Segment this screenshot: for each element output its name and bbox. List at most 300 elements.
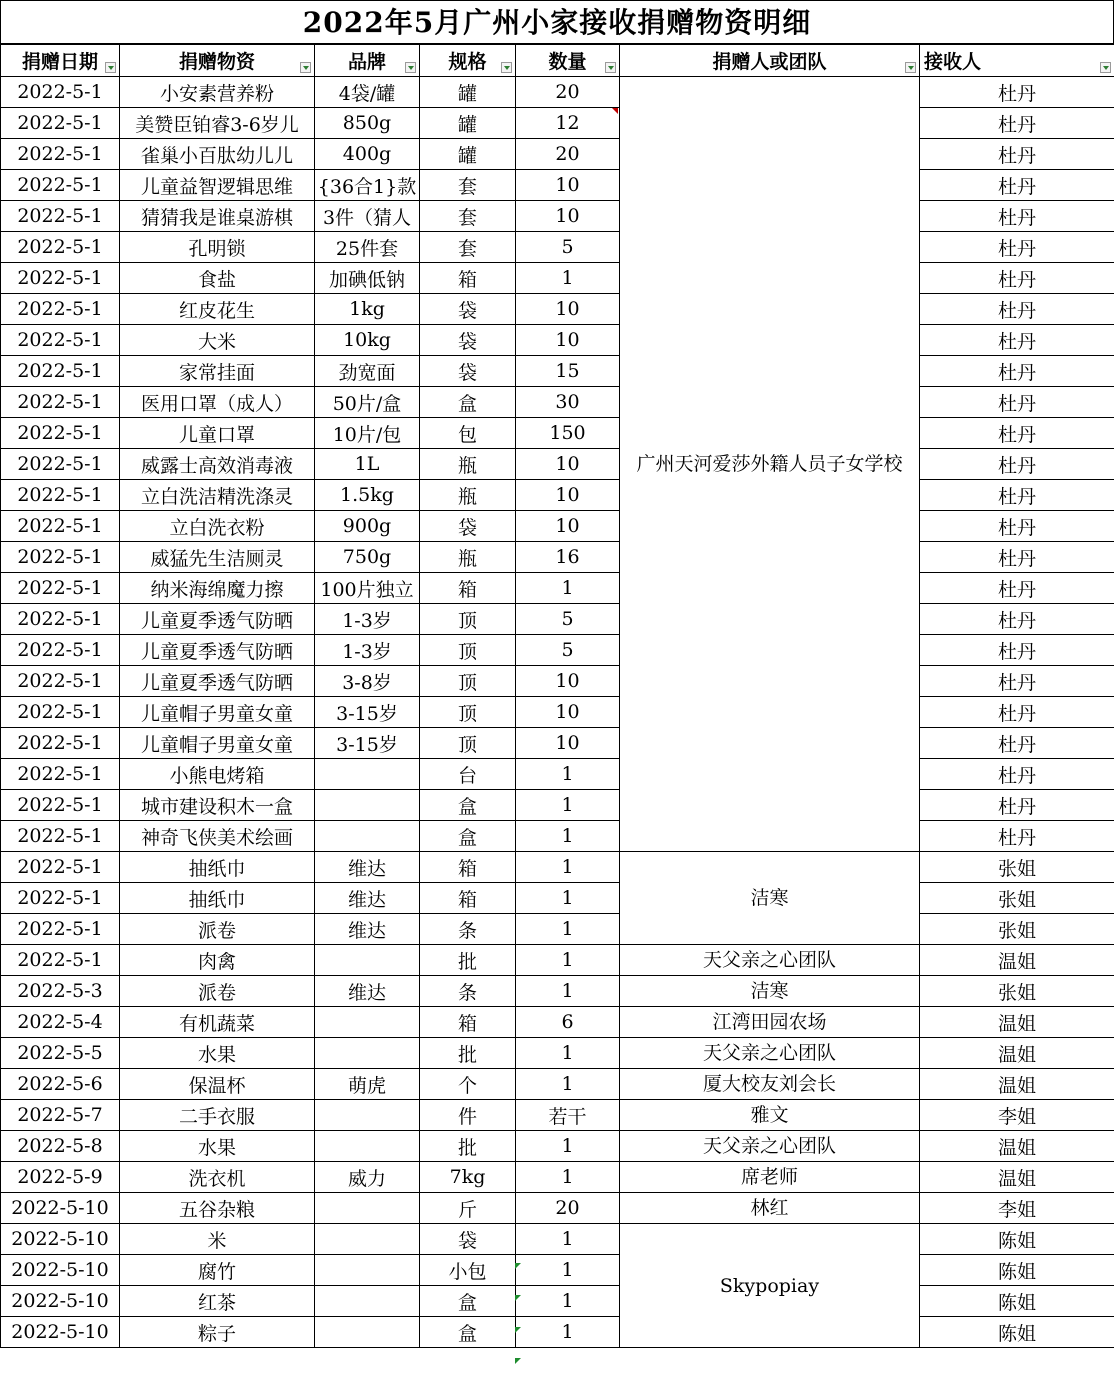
cell-quantity[interactable]: 1 [516, 1038, 620, 1069]
cell-receiver[interactable]: 杜丹 [920, 635, 1114, 666]
cell-brand[interactable]: 维达 [315, 883, 420, 914]
cell-quantity[interactable]: 1 [516, 852, 620, 883]
cell-spec[interactable]: 箱 [420, 573, 516, 604]
cell-quantity[interactable]: 10 [516, 294, 620, 325]
cell-receiver[interactable]: 杜丹 [920, 263, 1114, 294]
cell-item[interactable]: 有机蔬菜 [120, 1007, 315, 1038]
table-row [1, 697, 1114, 728]
cell-date[interactable]: 2022-5-1 [1, 449, 120, 480]
cell-brand[interactable]: 850g [315, 108, 420, 139]
cell-item[interactable]: 猜猜我是谁桌游棋 [120, 201, 315, 232]
cell-quantity[interactable]: 10 [516, 201, 620, 232]
table-row [1, 1224, 1114, 1255]
cell-date[interactable]: 2022-5-1 [1, 728, 120, 759]
cell-spec[interactable]: 盒 [420, 821, 516, 852]
cell-item[interactable]: 派卷 [120, 976, 315, 1007]
filter-dropdown-icon[interactable] [905, 62, 916, 73]
cell-date[interactable]: 2022-5-10 [1, 1255, 120, 1286]
cell-date[interactable]: 2022-5-8 [1, 1131, 120, 1162]
cell-receiver[interactable]: 张姐 [920, 914, 1114, 945]
cell-receiver[interactable]: 陈姐 [920, 1317, 1114, 1348]
cell-item[interactable]: 立白洗衣粉 [120, 511, 315, 542]
cell-date[interactable]: 2022-5-1 [1, 759, 120, 790]
cell-quantity[interactable]: 1 [516, 914, 620, 945]
cell-brand[interactable] [315, 1007, 420, 1038]
cell-spec[interactable]: 袋 [420, 511, 516, 542]
cell-donor[interactable]: 江湾田园农场 [620, 1007, 920, 1038]
filter-dropdown-icon[interactable] [501, 62, 512, 73]
cell-receiver[interactable]: 温姐 [920, 1038, 1114, 1069]
cell-receiver[interactable]: 温姐 [920, 1007, 1114, 1038]
cell-spec[interactable]: 袋 [420, 356, 516, 387]
cell-brand[interactable]: 750g [315, 542, 420, 573]
cell-brand[interactable]: 1L [315, 449, 420, 480]
header-label: 数量 [548, 51, 587, 73]
cell-donor[interactable]: 林红 [620, 1193, 920, 1224]
cell-quantity[interactable]: 10 [516, 511, 620, 542]
cell-receiver[interactable]: 杜丹 [920, 759, 1114, 790]
cell-item[interactable]: 医用口罩（成人） [120, 387, 315, 418]
cell-quantity[interactable]: 1 [516, 821, 620, 852]
cell-quantity[interactable]: 1 [516, 945, 620, 976]
cell-donor[interactable]: 席老师 [620, 1162, 920, 1193]
cell-brand[interactable]: 10片/包 [315, 418, 420, 449]
cell-spec[interactable]: 箱 [420, 263, 516, 294]
filter-dropdown-icon[interactable] [1100, 62, 1111, 73]
cell-receiver[interactable]: 杜丹 [920, 201, 1114, 232]
cell-quantity[interactable]: 1 [516, 759, 620, 790]
cell-brand[interactable]: 900g [315, 511, 420, 542]
cell-item[interactable]: 儿童口罩 [120, 418, 315, 449]
cell-quantity[interactable]: 1 [516, 1255, 620, 1286]
cell-date[interactable]: 2022-5-1 [1, 201, 120, 232]
cell-quantity[interactable]: 20 [516, 139, 620, 170]
cell-item[interactable]: 儿童夏季透气防晒 [120, 604, 315, 635]
cell-receiver[interactable]: 温姐 [920, 945, 1114, 976]
cell-spec[interactable]: 盒 [420, 790, 516, 821]
cell-date[interactable]: 2022-5-1 [1, 139, 120, 170]
cell-receiver[interactable]: 杜丹 [920, 232, 1114, 263]
cell-brand[interactable] [315, 1255, 420, 1286]
cell-item[interactable]: 大米 [120, 325, 315, 356]
header-brand[interactable] [315, 45, 420, 77]
header-label: 捐赠人或团队 [712, 51, 827, 73]
cell-quantity[interactable]: 10 [516, 449, 620, 480]
cell-receiver[interactable]: 温姐 [920, 1162, 1114, 1193]
table-row [1, 294, 1114, 325]
cell-quantity[interactable]: 1 [516, 1286, 620, 1317]
cell-date[interactable]: 2022-5-1 [1, 511, 120, 542]
cell-brand[interactable] [315, 1286, 420, 1317]
table-row [1, 1069, 1114, 1100]
cell-date[interactable]: 2022-5-1 [1, 542, 120, 573]
cell-brand[interactable] [315, 1193, 420, 1224]
cell-date[interactable]: 2022-5-9 [1, 1162, 120, 1193]
table-row [1, 1131, 1114, 1162]
header-item[interactable] [120, 45, 315, 77]
cell-spec[interactable]: 箱 [420, 883, 516, 914]
cell-item[interactable]: 派卷 [120, 914, 315, 945]
cell-item[interactable]: 小熊电烤箱 [120, 759, 315, 790]
cell-brand[interactable]: 劲宽面 [315, 356, 420, 387]
cell-date[interactable]: 2022-5-1 [1, 170, 120, 201]
cell-receiver[interactable]: 杜丹 [920, 573, 1114, 604]
comment-indicator-icon[interactable] [612, 108, 618, 114]
cell-receiver[interactable]: 杜丹 [920, 604, 1114, 635]
cell-donor[interactable]: 雅文 [620, 1100, 920, 1131]
cell-date[interactable]: 2022-5-1 [1, 914, 120, 945]
cell-quantity[interactable]: 10 [516, 170, 620, 201]
cell-brand[interactable]: 1-3岁 [315, 635, 420, 666]
cell-date[interactable]: 2022-5-1 [1, 697, 120, 728]
cell-quantity[interactable]: 10 [516, 480, 620, 511]
cell-brand[interactable] [315, 790, 420, 821]
cell-receiver[interactable]: 杜丹 [920, 139, 1114, 170]
cell-quantity[interactable]: 5 [516, 604, 620, 635]
cell-item[interactable]: 抽纸巾 [120, 852, 315, 883]
cell-spec[interactable]: 罐 [420, 77, 516, 108]
cell-item[interactable]: 家常挂面 [120, 356, 315, 387]
cell-brand[interactable]: 100片独立 [315, 573, 420, 604]
cell-item[interactable]: 红皮花生 [120, 294, 315, 325]
cell-spec[interactable]: 盒 [420, 387, 516, 418]
cell-spec[interactable]: 小包 [420, 1255, 516, 1286]
header-quantity[interactable] [516, 45, 620, 77]
cell-brand[interactable]: 4袋/罐 [315, 77, 420, 108]
header-spec[interactable] [420, 45, 516, 77]
cell-receiver[interactable]: 杜丹 [920, 790, 1114, 821]
cell-spec[interactable]: 袋 [420, 1224, 516, 1255]
cell-quantity[interactable]: 若干 [516, 1100, 620, 1131]
cell-spec[interactable]: 件 [420, 1100, 516, 1131]
cell-brand[interactable] [315, 759, 420, 790]
cell-receiver[interactable]: 杜丹 [920, 821, 1114, 852]
cell-brand[interactable]: 1-3岁 [315, 604, 420, 635]
cell-receiver[interactable]: 杜丹 [920, 449, 1114, 480]
cell-donor[interactable]: 天父亲之心团队 [620, 1131, 920, 1162]
cell-item[interactable]: 神奇飞侠美术绘画 [120, 821, 315, 852]
cell-date[interactable]: 2022-5-10 [1, 1224, 120, 1255]
table-row [1, 263, 1114, 294]
cell-item[interactable]: 食盐 [120, 263, 315, 294]
cell-item[interactable]: 抽纸巾 [120, 883, 315, 914]
cell-spec[interactable]: 批 [420, 945, 516, 976]
cell-item[interactable]: 纳米海绵魔力擦 [120, 573, 315, 604]
cell-spec[interactable]: 罐 [420, 108, 516, 139]
cell-brand[interactable]: 1kg [315, 294, 420, 325]
cell-spec[interactable]: 袋 [420, 325, 516, 356]
cell-date[interactable]: 2022-5-1 [1, 790, 120, 821]
cell-item[interactable]: 儿童帽子男童女童 [120, 728, 315, 759]
header-date[interactable] [1, 45, 120, 77]
cell-brand[interactable]: 萌虎 [315, 1069, 420, 1100]
cell-receiver[interactable]: 杜丹 [920, 542, 1114, 573]
cell-item[interactable]: 美赞臣铂睿3-6岁儿 [120, 108, 315, 139]
cell-quantity[interactable]: 6 [516, 1007, 620, 1038]
cell-receiver[interactable]: 温姐 [920, 1131, 1114, 1162]
cell-donor[interactable]: 洁寒 [620, 852, 920, 945]
cell-donor[interactable]: 广州天河爱莎外籍人员子女学校 [620, 77, 920, 852]
cell-date[interactable]: 2022-5-1 [1, 263, 120, 294]
cell-receiver[interactable]: 李姐 [920, 1193, 1114, 1224]
cell-donor[interactable]: 洁寒 [620, 976, 920, 1007]
cell-spec[interactable]: 顶 [420, 666, 516, 697]
cell-date[interactable]: 2022-5-1 [1, 418, 120, 449]
comment-indicator-icon[interactable] [515, 1327, 521, 1333]
cell-brand[interactable] [315, 1131, 420, 1162]
cell-quantity[interactable]: 1 [516, 1224, 620, 1255]
cell-quantity[interactable]: 1 [516, 1162, 620, 1193]
cell-quantity[interactable]: 16 [516, 542, 620, 573]
cell-date[interactable]: 2022-5-7 [1, 1100, 120, 1131]
cell-spec[interactable]: 盒 [420, 1317, 516, 1348]
cell-spec[interactable]: 罐 [420, 139, 516, 170]
cell-receiver[interactable]: 杜丹 [920, 480, 1114, 511]
cell-receiver[interactable]: 温姐 [920, 1069, 1114, 1100]
cell-brand[interactable] [315, 1100, 420, 1131]
cell-brand[interactable]: 维达 [315, 976, 420, 1007]
header-donor[interactable] [620, 45, 920, 77]
cell-spec[interactable]: 袋 [420, 294, 516, 325]
cell-donor[interactable]: Skypopiay [620, 1224, 920, 1348]
cell-donor[interactable]: 厦大校友刘会长 [620, 1069, 920, 1100]
cell-brand[interactable]: 3-15岁 [315, 697, 420, 728]
table-row [1, 77, 1114, 108]
filter-dropdown-icon[interactable] [105, 62, 116, 73]
cell-spec[interactable]: 顶 [420, 697, 516, 728]
cell-brand[interactable] [315, 945, 420, 976]
cell-date[interactable]: 2022-5-1 [1, 325, 120, 356]
cell-date[interactable]: 2022-5-1 [1, 294, 120, 325]
cell-quantity[interactable]: 20 [516, 77, 620, 108]
cell-item[interactable]: 水果 [120, 1131, 315, 1162]
cell-item[interactable]: 雀巢小百肽幼儿儿 [120, 139, 315, 170]
cell-spec[interactable]: 瓶 [420, 480, 516, 511]
cell-item[interactable]: 威露士高效消毒液 [120, 449, 315, 480]
cell-quantity[interactable]: 10 [516, 666, 620, 697]
cell-receiver[interactable]: 杜丹 [920, 170, 1114, 201]
filter-dropdown-icon[interactable] [605, 62, 616, 73]
cell-spec[interactable]: 箱 [420, 1007, 516, 1038]
cell-date[interactable]: 2022-5-1 [1, 573, 120, 604]
cell-date[interactable]: 2022-5-5 [1, 1038, 120, 1069]
cell-receiver[interactable]: 张姐 [920, 976, 1114, 1007]
filter-dropdown-icon[interactable] [300, 62, 311, 73]
cell-date[interactable]: 2022-5-10 [1, 1317, 120, 1348]
cell-receiver[interactable]: 陈姐 [920, 1224, 1114, 1255]
cell-date[interactable]: 2022-5-1 [1, 108, 120, 139]
cell-spec[interactable]: 斤 [420, 1193, 516, 1224]
cell-item[interactable]: 米 [120, 1224, 315, 1255]
cell-spec[interactable]: 条 [420, 914, 516, 945]
cell-quantity[interactable]: 1 [516, 1131, 620, 1162]
table-row [1, 1193, 1114, 1224]
cell-item[interactable]: 二手衣服 [120, 1100, 315, 1131]
table-row [1, 728, 1114, 759]
cell-receiver[interactable]: 杜丹 [920, 108, 1114, 139]
table-row [1, 1286, 1114, 1317]
cell-date[interactable]: 2022-5-1 [1, 604, 120, 635]
cell-quantity[interactable]: 5 [516, 232, 620, 263]
cell-date[interactable]: 2022-5-4 [1, 1007, 120, 1038]
table-row [1, 325, 1114, 356]
cell-donor[interactable]: 天父亲之心团队 [620, 945, 920, 976]
cell-quantity[interactable]: 1 [516, 573, 620, 604]
cell-brand[interactable]: 3件（猜人 [315, 201, 420, 232]
cell-quantity[interactable]: 12 [516, 108, 620, 139]
cell-quantity[interactable]: 20 [516, 1193, 620, 1224]
cell-item[interactable]: 儿童帽子男童女童 [120, 697, 315, 728]
cell-item[interactable]: 立白洗洁精洗涤灵 [120, 480, 315, 511]
cell-quantity[interactable]: 30 [516, 387, 620, 418]
cell-receiver[interactable]: 杜丹 [920, 511, 1114, 542]
cell-item[interactable]: 威猛先生洁厕灵 [120, 542, 315, 573]
cell-receiver[interactable]: 杜丹 [920, 356, 1114, 387]
cell-receiver[interactable]: 张姐 [920, 883, 1114, 914]
cell-item[interactable]: 水果 [120, 1038, 315, 1069]
cell-date[interactable]: 2022-5-1 [1, 232, 120, 263]
cell-quantity[interactable]: 10 [516, 697, 620, 728]
header-receiver[interactable] [920, 45, 1114, 77]
cell-date[interactable]: 2022-5-6 [1, 1069, 120, 1100]
cell-receiver[interactable]: 杜丹 [920, 697, 1114, 728]
cell-quantity[interactable]: 150 [516, 418, 620, 449]
cell-quantity[interactable]: 1 [516, 1317, 620, 1348]
cell-brand[interactable]: 50片/盒 [315, 387, 420, 418]
cell-brand[interactable]: 25件套 [315, 232, 420, 263]
cell-brand[interactable]: 1.5kg [315, 480, 420, 511]
cell-receiver[interactable]: 杜丹 [920, 666, 1114, 697]
cell-date[interactable]: 2022-5-1 [1, 635, 120, 666]
cell-brand[interactable]: 400g [315, 139, 420, 170]
cell-date[interactable]: 2022-5-1 [1, 821, 120, 852]
cell-spec[interactable]: 瓶 [420, 449, 516, 480]
cell-receiver[interactable]: 陈姐 [920, 1255, 1114, 1286]
cell-brand[interactable]: 维达 [315, 852, 420, 883]
comment-indicator-icon[interactable] [515, 1295, 521, 1301]
cell-spec[interactable]: 瓶 [420, 542, 516, 573]
cell-quantity[interactable]: 1 [516, 263, 620, 294]
cell-spec[interactable]: 包 [420, 418, 516, 449]
cell-brand[interactable]: 威力 [315, 1162, 420, 1193]
cell-spec[interactable]: 盒 [420, 1286, 516, 1317]
header-row [1, 45, 1114, 77]
cell-brand[interactable]: 3-15岁 [315, 728, 420, 759]
cell-item[interactable]: 五谷杂粮 [120, 1193, 315, 1224]
cell-brand[interactable]: 加碘低钠 [315, 263, 420, 294]
cell-item[interactable]: 肉禽 [120, 945, 315, 976]
cell-spec[interactable]: 顶 [420, 604, 516, 635]
cell-date[interactable]: 2022-5-10 [1, 1193, 120, 1224]
cell-quantity[interactable]: 5 [516, 635, 620, 666]
cell-receiver[interactable]: 杜丹 [920, 418, 1114, 449]
cell-spec[interactable]: 台 [420, 759, 516, 790]
cell-item[interactable]: 儿童夏季透气防晒 [120, 635, 315, 666]
cell-date[interactable]: 2022-5-1 [1, 666, 120, 697]
cell-item[interactable]: 红茶 [120, 1286, 315, 1317]
table-row [1, 1255, 1114, 1286]
cell-receiver[interactable]: 杜丹 [920, 294, 1114, 325]
comment-indicator-icon[interactable] [515, 1263, 521, 1269]
cell-quantity[interactable]: 10 [516, 728, 620, 759]
cell-brand[interactable]: 维达 [315, 914, 420, 945]
cell-date[interactable]: 2022-5-1 [1, 77, 120, 108]
cell-item[interactable]: 小安素营养粉 [120, 77, 315, 108]
sheet-title: 2022年5月广州小家接收捐赠物资明细 [0, 0, 1114, 44]
cell-item[interactable]: 保温杯 [120, 1069, 315, 1100]
cell-date[interactable]: 2022-5-1 [1, 883, 120, 914]
cell-date[interactable]: 2022-5-3 [1, 976, 120, 1007]
cell-spec[interactable]: 7kg [420, 1162, 516, 1193]
cell-receiver[interactable]: 陈姐 [920, 1286, 1114, 1317]
cell-quantity[interactable]: 1 [516, 883, 620, 914]
cell-quantity[interactable]: 1 [516, 1069, 620, 1100]
cell-item[interactable]: 腐竹 [120, 1255, 315, 1286]
cell-spec[interactable]: 套 [420, 201, 516, 232]
cell-quantity[interactable]: 15 [516, 356, 620, 387]
table-row [1, 790, 1114, 821]
cell-brand[interactable] [315, 821, 420, 852]
table-row [1, 511, 1114, 542]
comment-indicator-icon[interactable] [515, 1358, 521, 1364]
table-row [1, 542, 1114, 573]
table-row [1, 852, 1114, 883]
cell-spec[interactable]: 箱 [420, 852, 516, 883]
cell-spec[interactable]: 批 [420, 1038, 516, 1069]
cell-item[interactable]: 儿童夏季透气防晒 [120, 666, 315, 697]
cell-brand[interactable] [315, 1317, 420, 1348]
cell-spec[interactable]: 套 [420, 232, 516, 263]
cell-spec[interactable]: 个 [420, 1069, 516, 1100]
cell-spec[interactable]: 批 [420, 1131, 516, 1162]
cell-brand[interactable]: 10kg [315, 325, 420, 356]
cell-date[interactable]: 2022-5-1 [1, 480, 120, 511]
cell-item[interactable]: 孔明锁 [120, 232, 315, 263]
cell-brand[interactable]: 3-8岁 [315, 666, 420, 697]
cell-receiver[interactable]: 李姐 [920, 1100, 1114, 1131]
cell-brand[interactable] [315, 1038, 420, 1069]
cell-item[interactable]: 城市建设积木一盒 [120, 790, 315, 821]
cell-receiver[interactable]: 张姐 [920, 852, 1114, 883]
cell-donor[interactable]: 天父亲之心团队 [620, 1038, 920, 1069]
cell-date[interactable]: 2022-5-1 [1, 852, 120, 883]
cell-item[interactable]: 洗衣机 [120, 1162, 315, 1193]
table-row [1, 976, 1114, 1007]
cell-spec[interactable]: 条 [420, 976, 516, 1007]
cell-item[interactable]: 粽子 [120, 1317, 315, 1348]
cell-spec[interactable]: 顶 [420, 635, 516, 666]
cell-receiver[interactable]: 杜丹 [920, 77, 1114, 108]
cell-item[interactable]: 儿童益智逻辑思维 [120, 170, 315, 201]
cell-quantity[interactable]: 10 [516, 325, 620, 356]
table-row [1, 759, 1114, 790]
cell-brand[interactable]: {36合1}款 [315, 170, 420, 201]
cell-spec[interactable]: 顶 [420, 728, 516, 759]
cell-quantity[interactable]: 1 [516, 790, 620, 821]
cell-date[interactable]: 2022-5-1 [1, 945, 120, 976]
cell-receiver[interactable]: 杜丹 [920, 325, 1114, 356]
cell-date[interactable]: 2022-5-1 [1, 387, 120, 418]
cell-receiver[interactable]: 杜丹 [920, 387, 1114, 418]
table-row [1, 573, 1114, 604]
cell-spec[interactable]: 套 [420, 170, 516, 201]
cell-brand[interactable] [315, 1224, 420, 1255]
cell-quantity[interactable]: 1 [516, 976, 620, 1007]
cell-receiver[interactable]: 杜丹 [920, 728, 1114, 759]
cell-date[interactable]: 2022-5-1 [1, 356, 120, 387]
cell-date[interactable]: 2022-5-10 [1, 1286, 120, 1317]
filter-dropdown-icon[interactable] [405, 62, 416, 73]
